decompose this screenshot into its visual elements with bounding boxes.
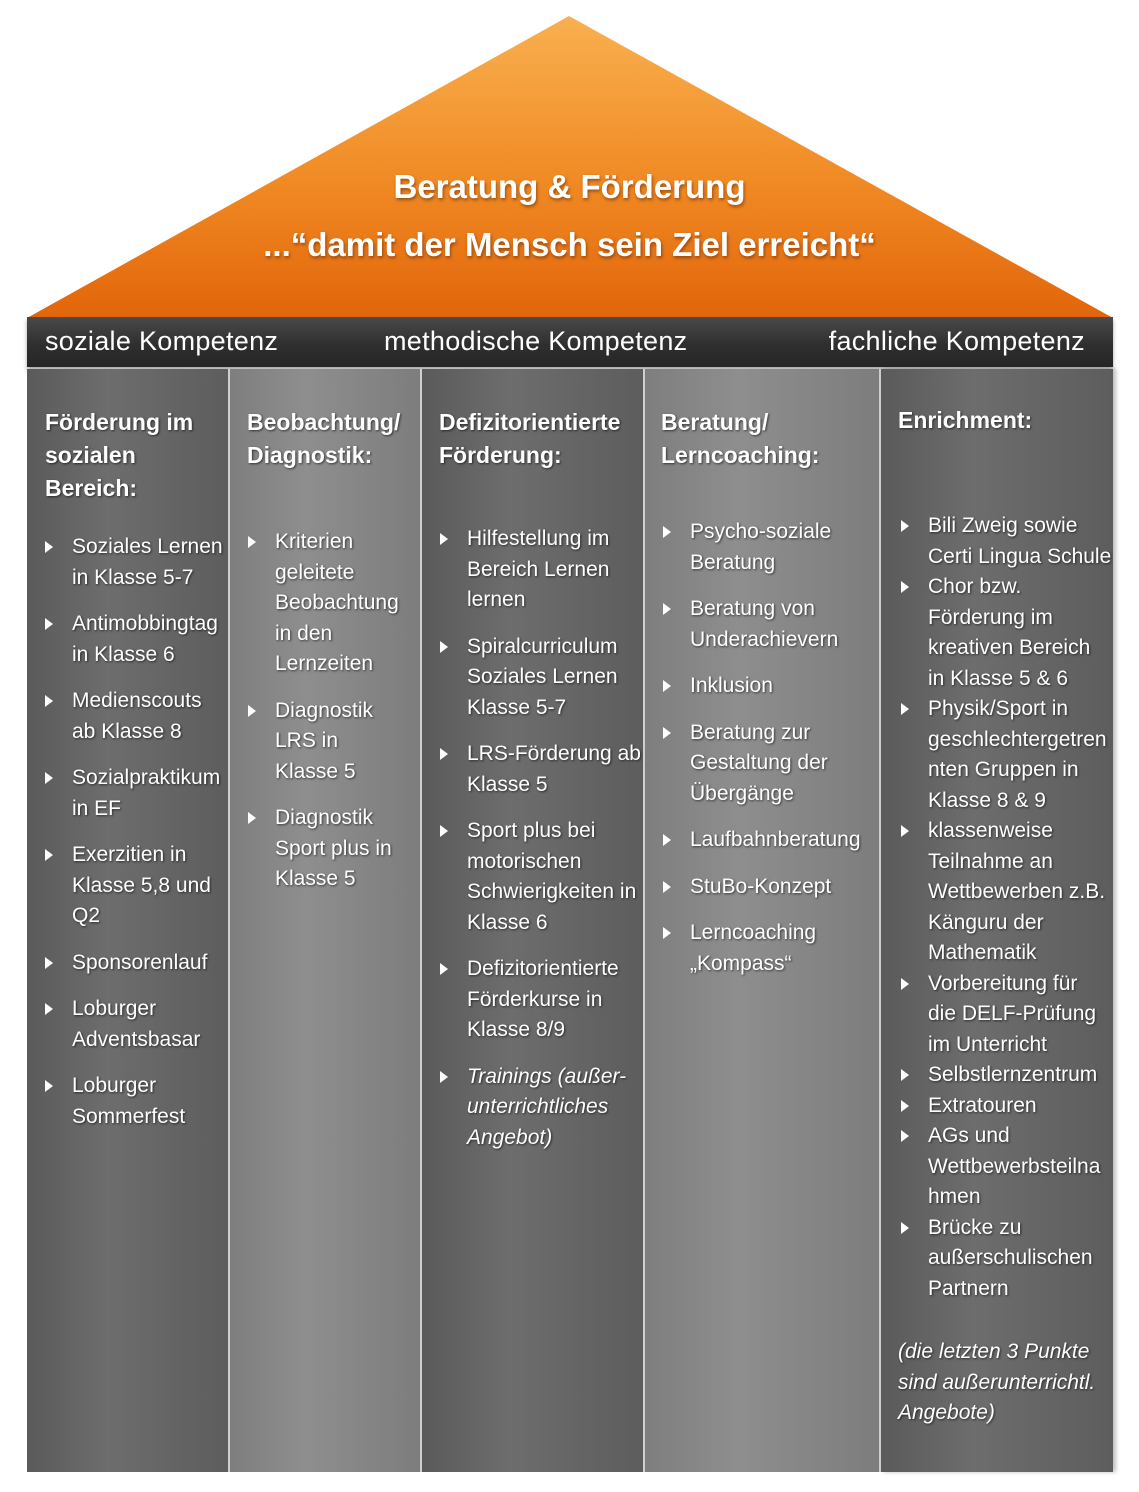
list-item: Bili Zweig sowie Certi Lingua Schule [897,511,1113,572]
bullet-icon [45,618,53,630]
bullet-icon [440,1071,448,1083]
bullet-icon [440,748,448,760]
list-item: StuBo-Konzept [659,872,881,903]
roof [0,0,1139,330]
bullet-icon [45,1003,53,1015]
bullet-icon [45,1080,53,1092]
pillar-heading: Förderung im sozialen Bereich: [45,409,194,501]
roof-title: Beratung & Förderung [393,168,746,205]
pillar-deficit-support [422,369,645,1472]
pillar-heading: Defizitorientierte Förderung: [439,409,621,468]
list-item: Kriterien geleitete Beobachtung in den Lernzeiten [244,527,422,680]
list-item: Lerncoaching „Kompass“ [659,918,881,979]
pillar-diagnostics [230,369,422,1472]
bullet-icon [663,680,671,692]
list-item: Inklusion [659,671,881,702]
pillar-list [659,517,881,979]
list-item: Diagnostik LRS in Klasse 5 [244,696,422,788]
pillar-counseling [645,369,881,1472]
pillar-list [41,532,231,1132]
list-item: Sozialpraktikum in EF [41,763,231,824]
list-item: Physik/Sport in geschlechtergetren nten Gruppen in Klasse 8 & 9 [897,694,1113,816]
list-item: Beratung zur Gestaltung der Übergänge [659,718,881,810]
bullet-icon [901,1222,909,1234]
enrichment-note: (die letzten 3 Punkte sind außerunterrichtl. Angebote) [898,1340,1096,1424]
bullet-icon [901,703,909,715]
bullet-icon [663,727,671,739]
beam-label-social: soziale Kompetenz [45,326,279,356]
bullet-icon [45,541,53,553]
pillar-social [27,369,230,1472]
bullet-icon [901,978,909,990]
bullet-icon [45,849,53,861]
bullet-icon [440,963,448,975]
pillar-heading: Beobachtung/ Diagnostik: [247,409,401,468]
pillar-heading: Enrichment: [898,407,1033,433]
bullet-icon [901,825,909,837]
list-item: Defizitorientierte Förderkurse in Klasse 8/9 [436,954,646,1046]
list-item: Spiralcurriculum Soziales Lernen Klasse 5-7 [436,632,646,724]
list-item: Chor bzw. Förderung im kreativen Bereich in Klasse 5 & 6 [897,572,1113,694]
bullet-icon [901,1100,909,1112]
competence-beam [27,317,1113,367]
list-item: Diagnostik Sport plus in Klasse 5 [244,803,422,895]
bullet-icon [663,526,671,538]
list-item: Sponsorenlauf [41,948,231,979]
pillar-enrichment [881,369,1113,1472]
bullet-icon [663,927,671,939]
bullet-icon [901,520,909,532]
list-item: Selbstlernzentrum [897,1060,1113,1091]
bullet-icon [45,772,53,784]
list-item: Laufbahnberatung [659,825,881,856]
bullet-icon [45,957,53,969]
list-item: klassenweise Teilnahme an Wettbewerben z.B. Känguru der Mathematik [897,816,1113,969]
bullet-icon [901,581,909,593]
roof-subtitle: ...“damit der Mensch sein Ziel erreicht“ [263,226,876,263]
list-item: AGs und Wettbewerbsteilna hmen [897,1121,1113,1213]
list-item: Beratung von Underachievern [659,594,881,655]
list-item: Loburger Adventsbasar [41,994,231,1055]
bullet-icon [440,825,448,837]
bullet-icon [248,536,256,548]
list-item: Trainings (außer- unterrichtliches Angebot) [436,1062,646,1154]
list-item: Loburger Sommerfest [41,1071,231,1132]
bullet-icon [440,533,448,545]
beam-label-methodical: methodische Kompetenz [384,326,688,356]
list-item: Medienscouts ab Klasse 8 [41,686,231,747]
pillar-list [244,527,422,895]
list-item: Exerzitien in Klasse 5,8 und Q2 [41,840,231,932]
list-item: Brücke zu außerschulischen Partnern [897,1213,1113,1305]
roof-triangle [27,16,1113,318]
list-item: Antimobbingtag in Klasse 6 [41,609,231,670]
beam-label-subject: fachliche Kompetenz [828,326,1085,356]
bullet-icon [45,695,53,707]
bullet-icon [663,834,671,846]
bullet-icon [663,881,671,893]
list-item: Sport plus bei motorischen Schwierigkeiten in Klasse 6 [436,816,646,938]
bullet-icon [248,812,256,824]
bullet-icon [440,641,448,653]
bullet-icon [663,603,671,615]
pillar-heading: Beratung/ Lerncoaching: [661,409,820,468]
pillar-list [897,511,1113,1304]
list-item: Extratouren [897,1091,1113,1122]
bullet-icon [901,1130,909,1142]
list-item: Vorbereitung für die DELF-Prüfung im Unterricht [897,969,1113,1061]
list-item: Soziales Lernen in Klasse 5-7 [41,532,231,593]
bullet-icon [901,1069,909,1081]
list-item: Psycho-soziale Beratung [659,517,881,578]
pillar-list [436,524,646,1153]
bullet-icon [248,705,256,717]
list-item: Hilfestellung im Bereich Lernen lernen [436,524,646,616]
list-item: LRS-Förderung ab Klasse 5 [436,739,646,800]
